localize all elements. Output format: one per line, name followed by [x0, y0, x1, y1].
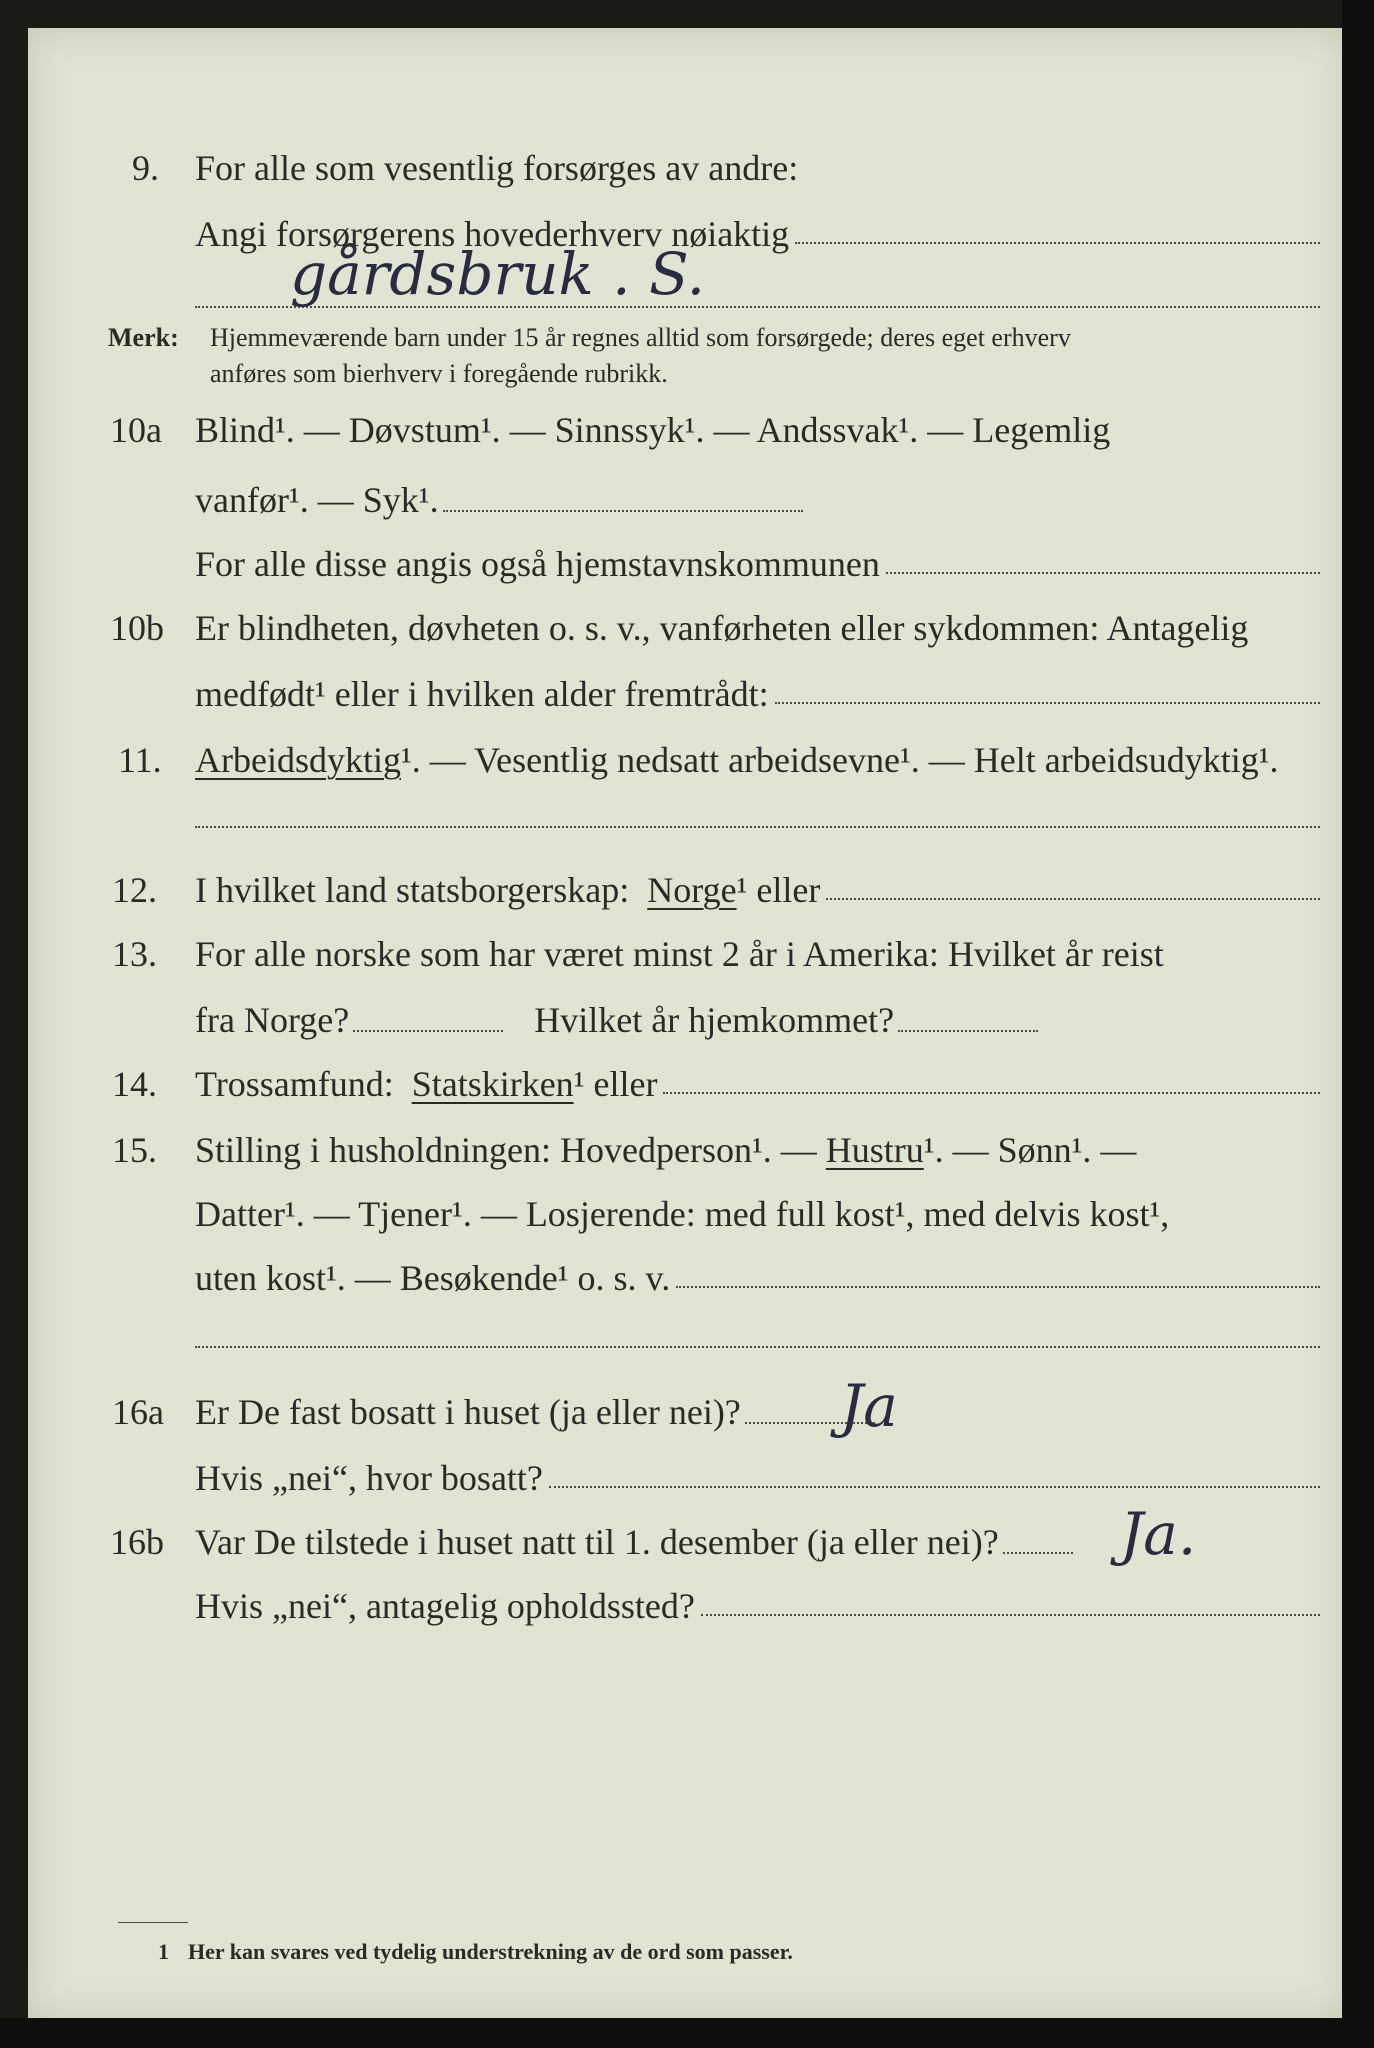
q12-number: 12.: [112, 870, 157, 910]
q12-text: I hvilket land statsborgerskap:: [195, 870, 630, 910]
q16b-line2: [195, 1584, 1320, 1628]
q13-number: 13.: [112, 934, 157, 974]
q16b-line2-text: Hvis „nei“, antagelig opholdssted?: [195, 1586, 695, 1626]
merk-label: Merk:: [108, 323, 179, 352]
q16b-line2-dots: [701, 1614, 1320, 1616]
q10a-line2-text: vanfør¹. — Syk¹.: [195, 480, 439, 520]
footnote-rule: [118, 1922, 188, 1923]
q14-line: [195, 1062, 1320, 1106]
q13-line2b: Hvilket år hjemkommet?: [534, 1000, 895, 1040]
q13-line2: [195, 998, 1042, 1042]
q12-rest: ¹ eller: [736, 870, 821, 910]
scan-edge-right: [1342, 0, 1374, 2048]
q16b-handwritten-answer: Ja.: [1120, 1500, 1197, 1568]
q15-line1b: ¹. — Sønn¹. —: [923, 1130, 1137, 1170]
q10b-dots: [775, 702, 1320, 704]
q10b-line1: Er blindheten, døvheten o. s. v., vanførheten eller sykdommen: Antagelig: [195, 608, 1249, 648]
q10b-number: 10b: [110, 608, 164, 648]
q12-dots: [826, 898, 1320, 900]
q15-line1a: Stilling i husholdningen: Hovedperson¹. —: [195, 1130, 817, 1170]
q10a-line3: [195, 542, 1320, 586]
q10a-line3-dots: [886, 572, 1320, 574]
q15-selected-option: Hustru: [825, 1130, 924, 1170]
q10a-line3-text: For alle disse angis også hjemstavnskommunen: [195, 544, 880, 584]
q15-line3: [195, 1256, 1320, 1300]
q14-dots: [663, 1092, 1320, 1094]
footnote-text: Her kan svares ved tydelig understrekning av de ord som passer.: [188, 1939, 793, 1964]
q13-dots-b: [898, 1030, 1038, 1032]
q15-line2: Datter¹. — Tjener¹. — Losjerende: med full kost¹, med delvis kost¹,: [195, 1194, 1170, 1234]
q14-selected-option: Statskirken: [411, 1064, 574, 1104]
q16a-line2: [195, 1456, 1320, 1500]
merk-line2: anføres som bierhverv i foregående rubrikk.: [210, 359, 668, 388]
q13-line2a: fra Norge?: [195, 1000, 350, 1040]
q15-answer-line: [195, 1346, 1320, 1348]
q11-selected-option: Arbeidsdyktig: [195, 740, 401, 780]
q15-dots: [676, 1286, 1320, 1288]
q15-number: 15.: [112, 1130, 157, 1170]
q16a-line2-dots: [549, 1486, 1320, 1488]
q11-rest: ¹. — Vesentlig nedsatt arbeidsevne¹. — Helt arbeidsudyktig¹.: [400, 740, 1279, 780]
q14-number: 14.: [112, 1064, 157, 1104]
q9-number: 9.: [132, 148, 159, 188]
q10a-line2: [195, 478, 807, 522]
q10a-number: 10a: [110, 410, 162, 450]
q9-handwritten-answer: gårdsbruk . S.: [290, 240, 706, 308]
q10b-line2-text: medfødt¹ eller i hvilken alder fremtrådt:: [195, 674, 769, 714]
q13-line1: For alle norske som har været minst 2 år i Amerika: Hvilket år reist: [195, 934, 1164, 974]
q12-selected-option: Norge: [647, 870, 737, 910]
q11-line: [195, 738, 1279, 782]
q13-dots-a: [353, 1030, 503, 1032]
q16b-number: 16b: [110, 1522, 164, 1562]
q16a-line1-text: Er De fast bosatt i huset (ja eller nei)?: [195, 1392, 741, 1432]
q14-text: Trossamfund:: [195, 1064, 394, 1104]
footnote-mark: 1: [158, 1939, 169, 1964]
q9-line2-text: Angi forsørgerens hovederhverv nøiaktig: [195, 214, 790, 254]
q16b-line1: [195, 1520, 1077, 1564]
q11-answer-line: [195, 826, 1320, 828]
q15-line3-text: uten kost¹. — Besøkende¹ o. s. v.: [195, 1258, 671, 1298]
q12-line: [195, 868, 1320, 912]
q15-line1: [195, 1128, 1136, 1172]
q16b-line1-text: Var De tilstede i huset natt til 1. desember (ja eller nei)?: [195, 1522, 999, 1562]
q16b-dots: [1003, 1552, 1073, 1554]
merk-line1: Hjemmeværende barn under 15 år regnes alltid som forsørgede; deres eget erhverv: [210, 323, 1071, 352]
q9-line1: For alle som vesentlig forsørges av andre:: [195, 148, 799, 188]
q16a-handwritten-answer: Ja: [840, 1372, 898, 1440]
q16a-number: 16a: [112, 1392, 164, 1432]
scan-edge-bottom: [0, 2018, 1374, 2048]
q10a-line2-dots: [443, 510, 803, 512]
q16a-line1: [195, 1390, 879, 1434]
q11-number: 11.: [118, 740, 162, 780]
q14-rest: ¹ eller: [573, 1064, 658, 1104]
q9-dots: [795, 242, 1320, 244]
q10b-line2: [195, 672, 1320, 716]
q16a-line2-text: Hvis „nei“, hvor bosatt?: [195, 1458, 543, 1498]
q10a-line1: Blind¹. — Døvstum¹. — Sinnssyk¹. — Andssvak¹. — Legemlig: [195, 410, 1111, 450]
